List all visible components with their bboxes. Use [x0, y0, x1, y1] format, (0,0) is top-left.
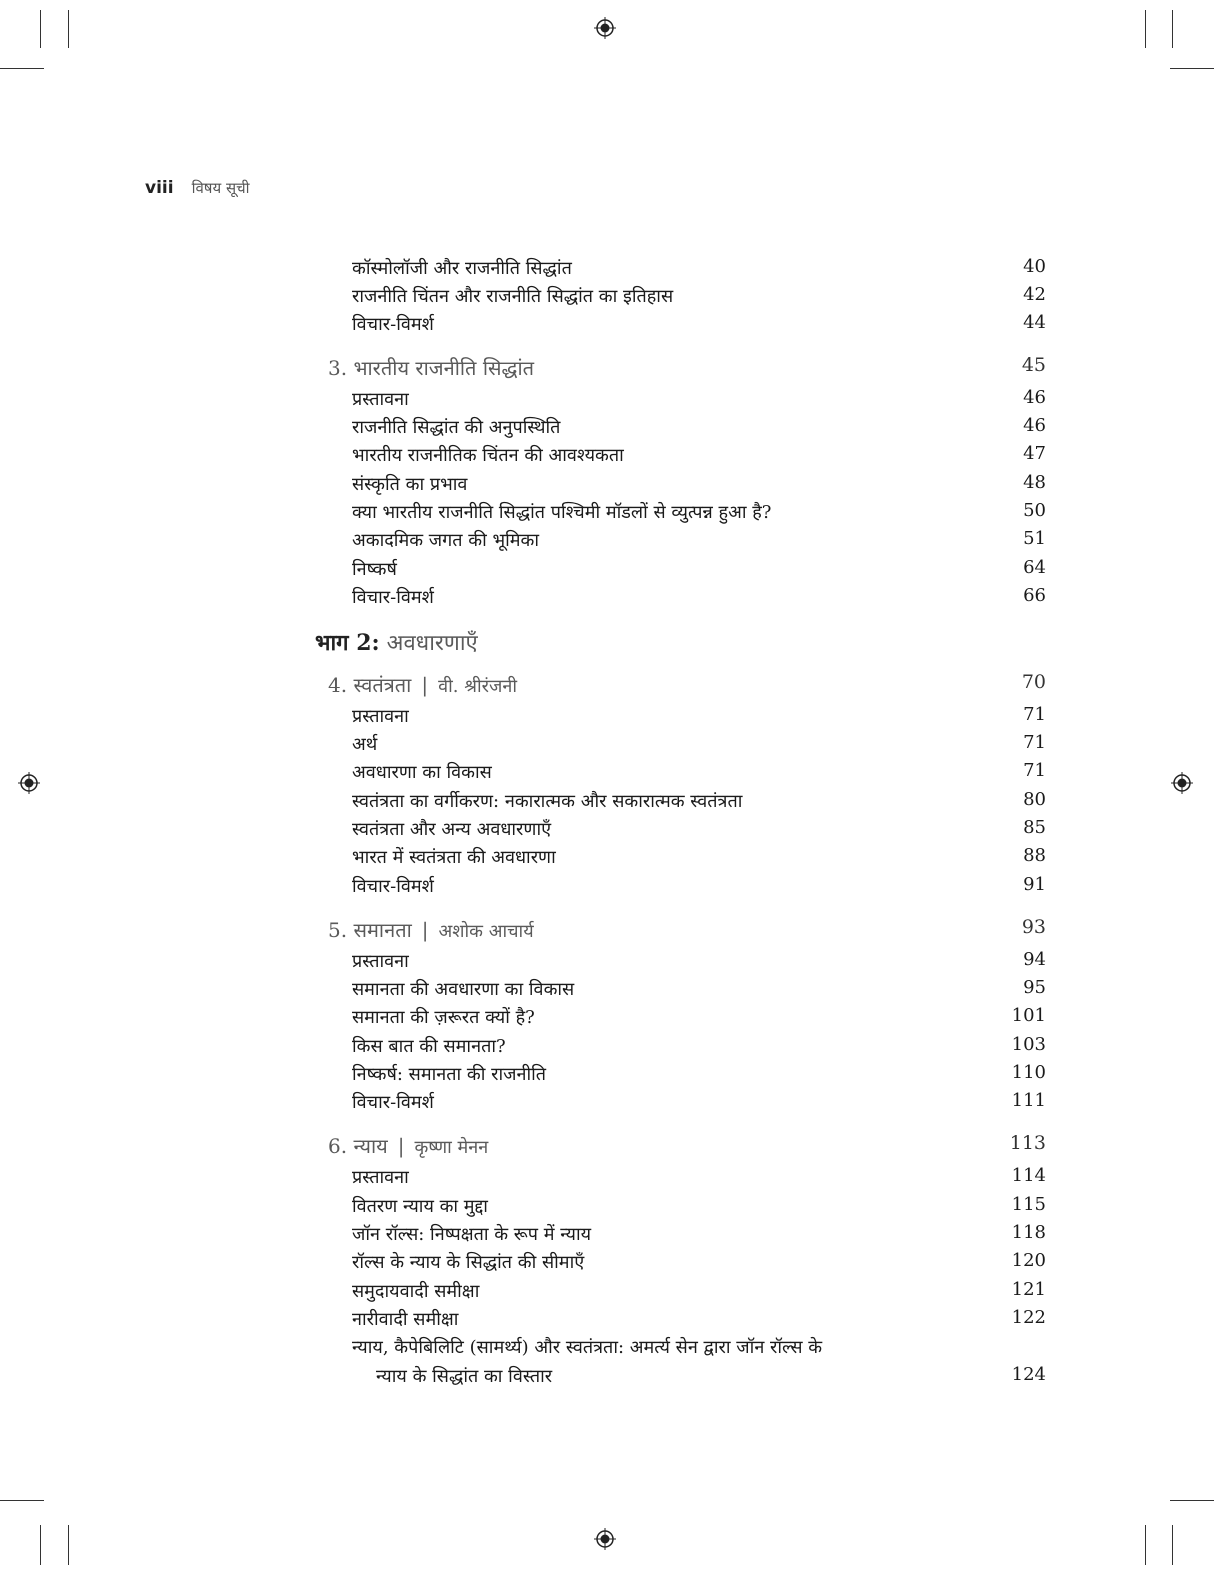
- toc-entry-title: स्वतंत्रता और अन्य अवधारणाएँ: [352, 819, 552, 840]
- toc-entry-title: प्रस्तावना: [352, 1167, 409, 1188]
- toc-entry-page: 88: [1023, 845, 1046, 866]
- toc-entry-title: प्रस्तावना: [352, 389, 409, 410]
- registration-mark-icon: [594, 1528, 616, 1550]
- chapter-title: 5. समानता: [328, 918, 412, 942]
- toc-entry-title: विचार-विमर्श: [352, 876, 434, 897]
- toc-entry-title: प्रस्तावना: [352, 951, 409, 972]
- crop-mark: [1170, 68, 1214, 69]
- toc-entry-title: नारीवादी समीक्षा: [352, 1309, 459, 1330]
- crop-mark: [68, 1525, 69, 1565]
- toc-entry-title: प्रस्तावना: [352, 706, 409, 727]
- toc-entry-title: किस बात की समानता?: [352, 1036, 506, 1057]
- running-title: विषय सूची: [191, 179, 250, 197]
- registration-mark-icon: [18, 772, 40, 794]
- toc-entry-title: क्या भारतीय राजनीति सिद्धांत पश्चिमी मॉडलों से व्युत्पन्न हुआ है?: [352, 502, 772, 523]
- toc-entry-page: 118: [1011, 1222, 1046, 1243]
- toc-entry-page: 47: [1023, 443, 1046, 464]
- toc-entry-title: जॉन रॉल्स: निष्पक्षता के रूप में न्याय: [352, 1224, 592, 1245]
- page-folio: viii: [145, 178, 174, 198]
- toc-entry-title: राजनीति सिद्धांत की अनुपस्थिति: [352, 417, 561, 438]
- toc-entry-page: 110: [1011, 1062, 1046, 1083]
- toc-entry-page: 122: [1011, 1307, 1046, 1328]
- toc-entry-page: 120: [1011, 1250, 1046, 1271]
- toc-entry-title: समुदायवादी समीक्षा: [352, 1281, 480, 1302]
- toc-entry-title: कॉस्मोलॉजी और राजनीति सिद्धांत: [352, 258, 572, 279]
- toc-entry-title: समानता की ज़रूरत क्यों है?: [352, 1007, 535, 1028]
- toc-entry-title: अकादमिक जगत की भूमिका: [352, 530, 540, 551]
- toc-entry-page: 46: [1023, 387, 1046, 408]
- toc-entry-page: 48: [1023, 472, 1046, 493]
- toc-entry-page: 95: [1023, 977, 1046, 998]
- running-header: [145, 178, 250, 198]
- toc-entry-title: अवधारणा का विकास: [352, 762, 492, 783]
- crop-mark: [1145, 1525, 1146, 1565]
- toc-entry-title: राजनीति चिंतन और राजनीति सिद्धांत का इतिहास: [352, 286, 674, 307]
- crop-mark: [1145, 10, 1146, 48]
- toc-entry-page: 71: [1023, 704, 1046, 725]
- toc-entry-page: 42: [1023, 284, 1046, 305]
- chapter-author: वी. श्रीरंजनी: [438, 676, 518, 697]
- toc-entry-page: 94: [1023, 949, 1046, 970]
- chapter-author: अशोक आचार्य: [438, 921, 534, 942]
- toc-entry-title-line1: न्याय, कैपेबिलिटि (सामर्थ्य) और स्वतंत्रता: अमर्त्य सेन द्वारा जॉन रॉल्स के: [352, 1337, 823, 1358]
- toc-entry-page: 80: [1023, 789, 1046, 810]
- crop-mark: [68, 10, 69, 48]
- toc-entry-page: 46: [1023, 415, 1046, 436]
- toc-entry-page: 85: [1023, 817, 1046, 838]
- toc-entry-page: 66: [1023, 585, 1046, 606]
- toc-entry-page: 64: [1023, 557, 1046, 578]
- toc-entry-page: 40: [1023, 256, 1046, 277]
- toc-entry-page: 71: [1023, 760, 1046, 781]
- toc-entry-title: स्वतंत्रता का वर्गीकरण: नकारात्मक और सकारात्मक स्वतंत्रता: [352, 791, 743, 812]
- part-label: भाग 2:: [315, 630, 380, 656]
- toc-entry-title: विचार-विमर्श: [352, 1092, 434, 1113]
- toc-entry-page: 50: [1023, 500, 1046, 521]
- registration-mark-icon: [594, 17, 616, 39]
- toc-entry-page: 91: [1023, 874, 1046, 895]
- toc-entry-title: अर्थ: [352, 734, 378, 755]
- crop-mark: [40, 1525, 41, 1565]
- separator: |: [397, 1134, 405, 1158]
- separator: |: [421, 673, 429, 697]
- toc-entry-title: निष्कर्ष: समानता की राजनीति: [352, 1064, 547, 1085]
- toc-entry-title: विचार-विमर्श: [352, 587, 434, 608]
- chapter-page: 70: [1021, 671, 1046, 693]
- crop-mark: [0, 68, 44, 69]
- crop-mark: [1172, 10, 1173, 48]
- part-title: अवधारणाएँ: [386, 631, 478, 656]
- toc-entry-title: विचार-विमर्श: [352, 314, 434, 335]
- chapter-title: 4. स्वतंत्रता: [328, 673, 412, 697]
- toc-entry-page: 44: [1023, 312, 1046, 333]
- toc-entry-page: 51: [1023, 528, 1046, 549]
- toc-entry-page: 103: [1011, 1034, 1046, 1055]
- registration-mark-icon: [1171, 772, 1193, 794]
- crop-mark: [1172, 1525, 1173, 1565]
- chapter-page: 113: [1009, 1132, 1046, 1154]
- toc-entry-title: समानता की अवधारणा का विकास: [352, 979, 575, 1000]
- toc-entry-title: निष्कर्ष: [352, 559, 397, 580]
- toc-entry-page: 71: [1023, 732, 1046, 753]
- toc-entry-page: 115: [1011, 1194, 1046, 1215]
- toc-entry-page: 121: [1011, 1279, 1046, 1300]
- toc-entry-page: 101: [1011, 1005, 1046, 1026]
- chapter-title: 6. न्याय: [328, 1134, 388, 1158]
- chapter-page: 93: [1021, 916, 1046, 938]
- toc-entry-title: संस्कृति का प्रभाव: [352, 474, 468, 495]
- crop-mark: [40, 10, 41, 48]
- separator: |: [421, 918, 429, 942]
- toc-entry-title: रॉल्स के न्याय के सिद्धांत की सीमाएँ: [352, 1252, 585, 1273]
- toc-entry-title: वितरण न्याय का मुद्दा: [352, 1196, 488, 1217]
- toc-entry-page: 114: [1011, 1165, 1046, 1186]
- chapter-author: कृष्णा मेनन: [414, 1137, 489, 1158]
- toc-entry-title: भारत में स्वतंत्रता की अवधारणा: [352, 847, 556, 868]
- crop-mark: [0, 1500, 44, 1501]
- chapter-title: 3. भारतीय राजनीति सिद्धांत: [328, 356, 535, 380]
- chapter-page: 45: [1021, 354, 1046, 376]
- toc-entry-title-line2: न्याय के सिद्धांत का विस्तार: [376, 1366, 553, 1387]
- toc-entry-page: 124: [1011, 1364, 1046, 1385]
- toc-entry-page: 111: [1011, 1090, 1046, 1111]
- toc-entry-title: भारतीय राजनीतिक चिंतन की आवश्यकता: [352, 445, 624, 466]
- crop-mark: [1170, 1500, 1214, 1501]
